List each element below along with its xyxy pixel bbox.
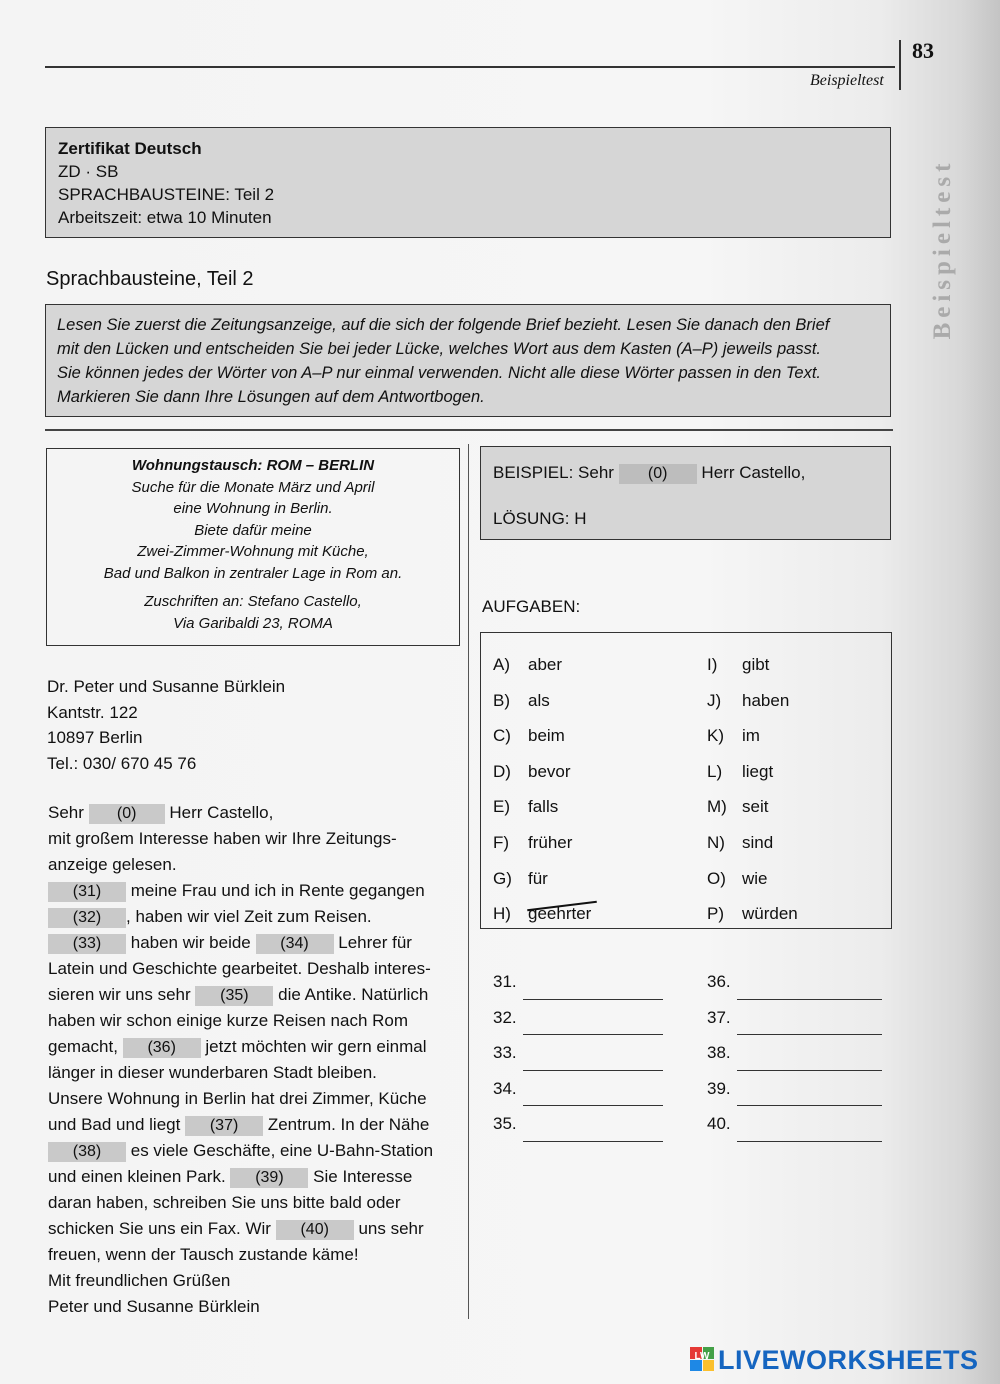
example-solution: LÖSUNG: H <box>493 509 587 528</box>
answer-row: 34. <box>493 1071 663 1107</box>
gap-36[interactable]: (36) <box>123 1038 201 1058</box>
certificate-time: Arbeitszeit: etwa 10 Minuten <box>58 208 272 227</box>
answer-row: 33. <box>493 1035 663 1071</box>
gap-39[interactable]: (39) <box>230 1168 308 1188</box>
word-option: F) früher <box>493 832 573 852</box>
section-title: Sprachbausteine, Teil 2 <box>46 268 254 290</box>
ad-line: Biete dafür meine <box>194 521 312 539</box>
instruction-line: Sie können jedes der Wörter von A–P nur einmal verwenden. Nicht alle diese Wörter passen in den Text. <box>57 364 821 382</box>
answer-field-37[interactable] <box>737 1014 882 1035</box>
answer-field-35[interactable] <box>523 1121 663 1142</box>
word-option: B) als <box>493 690 550 710</box>
answer-row: 39. <box>707 1071 882 1107</box>
word-option: M) seit <box>707 797 769 817</box>
answers-left <box>493 964 663 1142</box>
word-option: A) aber <box>493 655 563 674</box>
gap-38[interactable]: (38) <box>48 1142 126 1162</box>
header-rule <box>45 66 895 68</box>
certificate-part: SPRACHBAUSTEINE: Teil 2 <box>58 185 275 204</box>
instructions-box <box>45 304 891 417</box>
answer-row: 31. <box>493 964 663 1000</box>
answer-row: 35. <box>493 1106 663 1142</box>
word-box <box>480 632 892 929</box>
header-vertical-rule <box>899 40 901 90</box>
gap-31[interactable]: (31) <box>48 882 126 902</box>
letter-line: (33) haben wir beide (34) Lehrer für <box>48 930 466 956</box>
instruction-line: Lesen Sie zuerst die Zeitungsanzeige, auf die sich der folgende Brief bezieht. Lesen Sie danach den Brief <box>57 316 830 334</box>
word-option: E) falls <box>493 797 559 817</box>
gap-37[interactable]: (37) <box>185 1116 263 1136</box>
ad-line: Suche für die Monate März und April <box>131 478 375 496</box>
gap-33[interactable]: (33) <box>48 934 126 954</box>
letter-line: freuen, wenn der Tausch zustande käme! <box>48 1245 359 1264</box>
sender-line: Tel.: 030/ 670 45 76 <box>47 753 197 773</box>
letter-line: Latein und Geschichte gearbeitet. Deshalb interes- <box>48 959 431 978</box>
gap-0: (0) <box>89 804 165 824</box>
letter-line: Peter und Susanne Bürklein <box>48 1297 260 1316</box>
word-option: G) für <box>493 868 548 888</box>
answer-field-32[interactable] <box>523 1014 663 1035</box>
letter-line: Unsere Wohnung in Berlin hat drei Zimmer, Küche <box>48 1089 427 1108</box>
ad-line: Bad und Balkon in zentraler Lage in Rom an. <box>103 564 403 582</box>
word-column-right <box>707 647 798 932</box>
answer-field-33[interactable] <box>523 1050 663 1071</box>
ad-line: Zwei-Zimmer-Wohnung mit Küche, <box>137 543 369 560</box>
letter-line: und einen kleinen Park. (39) Sie Interesse <box>48 1167 413 1186</box>
answer-field-38[interactable] <box>737 1050 882 1071</box>
letter-line: länger in dieser wunderbaren Stadt bleiben. <box>48 1063 377 1082</box>
word-option: I) gibt <box>707 655 770 674</box>
letter-line: sieren wir uns sehr (35) die Antike. Natürlich <box>48 985 429 1004</box>
word-option: H) geehrter <box>493 896 591 932</box>
ad-title: Wohnungstausch: ROM – BERLIN <box>131 457 375 474</box>
word-option: D) bevor <box>493 761 571 781</box>
instruction-line: Markieren Sie dann Ihre Lösungen auf dem Antwortbogen. <box>57 388 485 406</box>
answer-field-34[interactable] <box>523 1085 663 1106</box>
ad-line: eine Wohnung in Berlin. <box>173 500 333 517</box>
letter-line: (31) meine Frau und ich in Rente gegangen <box>48 878 466 904</box>
gap-32[interactable]: (32) <box>48 908 126 928</box>
word-option: L) liegt <box>707 761 774 781</box>
sender-line: Kantstr. 122 <box>47 702 138 722</box>
answer-row: 37. <box>707 1000 882 1036</box>
letter-line: und Bad und liegt (37) Zentrum. In der Nähe <box>48 1115 430 1134</box>
answers-right <box>707 964 882 1142</box>
answer-field-36[interactable] <box>737 979 882 1000</box>
letter-text <box>48 800 466 1320</box>
separator-rule <box>45 429 893 431</box>
certificate-title: Zertifikat Deutsch <box>58 139 202 158</box>
letter-line: mit großem Interesse haben wir Ihre Zeitungs- <box>48 829 397 848</box>
side-tab-label: Beispieltest <box>929 158 956 340</box>
word-option: K) im <box>707 726 760 746</box>
page-number: 83 <box>912 38 934 63</box>
answer-row: 36. <box>707 964 882 1000</box>
sender-address <box>47 674 285 776</box>
letter-line: haben wir schon einige kurze Reisen nach Rom <box>48 1011 409 1030</box>
letter-line: gemacht, (36) jetzt möchten wir gern einmal <box>48 1037 427 1056</box>
gap-40[interactable]: (40) <box>276 1220 354 1240</box>
word-option: P) würden <box>707 904 798 924</box>
certificate-code: ZD · SB <box>58 162 119 181</box>
example-gap: (0) <box>619 464 697 484</box>
ad-contact: Zuschriften an: Stefano Castello, <box>144 593 362 610</box>
letter-line: (38) es viele Geschäfte, eine U-Bahn-Station <box>48 1138 466 1164</box>
liveworksheets-logo <box>690 1347 714 1371</box>
word-option: C) beim <box>493 726 565 746</box>
column-divider <box>468 444 469 1319</box>
answer-field-31[interactable] <box>523 979 663 1000</box>
answer-row: 32. <box>493 1000 663 1036</box>
logo-mark: LW <box>694 1351 710 1362</box>
side-tab <box>928 120 958 380</box>
answer-field-40[interactable] <box>737 1121 882 1142</box>
letter-line: schicken Sie uns ein Fax. Wir (40) uns sehr <box>48 1219 424 1238</box>
instruction-line: mit den Lücken und entscheiden Sie bei jeder Lücke, welches Wort aus dem Kasten (A–P) jeweils passt. <box>57 340 821 358</box>
answer-row: 40. <box>707 1106 882 1142</box>
example-box <box>480 446 891 540</box>
answer-field-39[interactable] <box>737 1085 882 1106</box>
running-head: Beispieltest <box>810 72 884 89</box>
liveworksheets-brand: LIVEWORKSHEETS <box>718 1345 979 1375</box>
letter-line: Sehr (0) Herr Castello, <box>48 803 274 822</box>
word-option: O) wie <box>707 868 768 888</box>
word-option: N) sind <box>707 832 774 852</box>
certificate-box <box>45 127 891 238</box>
newspaper-ad <box>46 448 460 646</box>
word-column-left <box>493 647 591 932</box>
gap-35[interactable]: (35) <box>195 986 273 1006</box>
letter-line: Mit freundlichen Grüßen <box>48 1271 231 1290</box>
letter-line: anzeige gelesen. <box>48 855 177 874</box>
sender-line: Dr. Peter und Susanne Bürklein <box>47 677 286 696</box>
tasks-label: AUFGABEN: <box>482 597 581 616</box>
gap-34[interactable]: (34) <box>256 934 334 954</box>
struck-word: geehrter <box>528 904 592 924</box>
letter-line: (32) , haben wir viel Zeit zum Reisen. <box>48 904 466 930</box>
sender-line: 10897 Berlin <box>47 728 143 747</box>
letter-line: daran haben, schreiben Sie uns bitte bald oder <box>48 1193 401 1212</box>
word-option: J) haben <box>707 690 790 710</box>
example-line: BEISPIEL: Sehr (0) Herr Castello, <box>493 463 806 482</box>
answer-row: 38. <box>707 1035 882 1071</box>
ad-contact: Via Garibaldi 23, ROMA <box>173 614 333 632</box>
